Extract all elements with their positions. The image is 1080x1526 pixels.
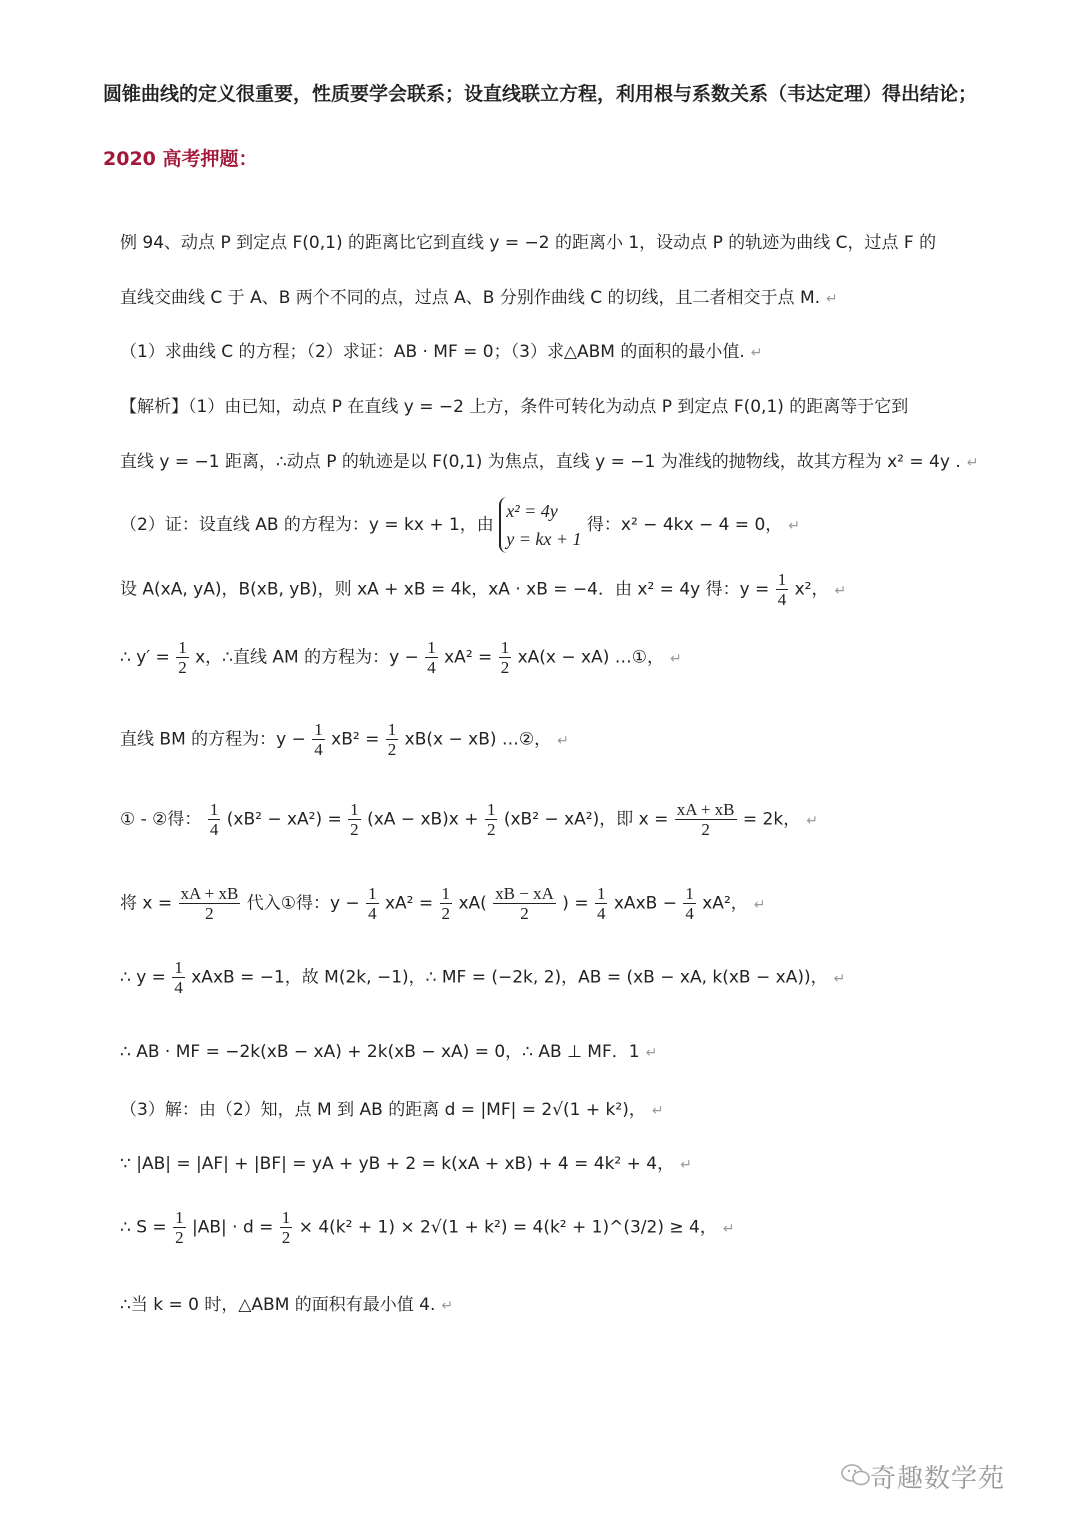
fraction: $\frac{1}{4}$ [427, 638, 436, 677]
fraction: $\frac{1}{4}$ [314, 720, 323, 759]
fraction: $\frac{1}{2}$ [500, 638, 510, 677]
solution-part2-line5: ① - ②得： $\frac{1}{4}$ (xB² − xA²) = $\frac{1}{2}$ (xA − xB)x + $\frac{1}{2}$ (xB² − xA²)，即 x = $\frac{xA + xB}{2}$ = 2k， ↵ [120, 800, 818, 839]
equation-system: x² = 4y y = kx + 1 [499, 497, 581, 553]
fraction: $\frac{xA + xB}{2}$ [180, 884, 239, 923]
solution-part3-line2: ∵ |AB| = |AF| + |BF| = yA + yB + 2 = k(xA + xB) + 4 = 4k² + 4， ↵ [120, 1154, 692, 1174]
intro-heading: 圆锥曲线的定义很重要，性质要学会联系；设直线联立方程，利用根与系数关系（韦达定理）得出结论； [103, 83, 978, 105]
fraction: $\frac{1}{4}$ [685, 884, 694, 923]
fraction: $\frac{1}{4}$ [209, 800, 219, 839]
fraction: $\frac{1}{2}$ [178, 638, 187, 677]
problem-line-2: 直线交曲线 C 于 A、B 两个不同的点，过点 A、B 分别作曲线 C 的切线，且二者相交于点 M. ↵ [120, 288, 838, 308]
solution-part2-line1: （2）证：设直线 AB 的方程为：y = kx + 1，由 x² = 4y y = kx + 1 得：x² − 4kx − 4 = 0， ↵ [120, 497, 800, 553]
solution-part1-line2: 直线 y = −1 距离，∴动点 P 的轨迹是以 F(0,1) 为焦点，直线 y = −1 为准线的抛物线，故其方程为 x² = 4y . ↵ [120, 452, 979, 472]
fraction: $\frac{1}{4}$ [174, 958, 183, 997]
solution-part2-line7: ∴ y = $\frac{1}{4}$ xAxB = −1，故 M(2k, −1)，∴ MF = (−2k, 2)，AB = (xB − xA, k(xB − xA))， ↵ [120, 958, 846, 997]
solution-part2-line4: 直线 BM 的方程为：y − $\frac{1}{4}$ xB² = $\frac{1}{2}$ xB(x − xB) …②， ↵ [120, 720, 569, 759]
problem-questions: （1）求曲线 C 的方程；（2）求证：AB · MF = 0；（3）求△ABM 的面积的最小值. ↵ [120, 342, 763, 362]
solution-part1-line1: 【解析】（1）由已知，动点 P 在直线 y = −2 上方，条件可转化为动点 P 到定点 F(0,1) 的距离等于它到 [120, 397, 909, 417]
fraction: $\frac{xA + xB}{2}$ [676, 800, 735, 839]
fraction: $\frac{1}{2}$ [350, 800, 359, 839]
fraction: $\frac{1}{2}$ [441, 884, 451, 923]
solution-part2-conclusion: ∴ AB · MF = −2k(xB − xA) + 2k(xB − xA) = 0，∴ AB ⊥ MF．1 ↵ [120, 1042, 658, 1062]
solution-part3-line1: （3）解：由（2）知，点 M 到 AB 的距离 d = |MF| = 2√(1 + k²)， ↵ [120, 1100, 664, 1120]
watermark: 奇趣数学苑 [870, 1464, 1006, 1494]
solution-part2-line6: 将 x = $\frac{xA + xB}{2}$ 代入①得：y − $\frac{1}{4}$ xA² = $\frac{1}{2}$ xA( $\frac{xB - xA}{2}$ ) = $\frac{1}{4}$ xAxB − $\frac{1}{4}$ xA²， ↵ [120, 884, 766, 923]
final-answer: ∴当 k = 0 时，△ABM 的面积有最小值 4. ↵ [120, 1295, 454, 1315]
fraction: $\frac{1}{2}$ [175, 1208, 184, 1247]
solution-part2-line2: 设 A(xA, yA)，B(xB, yB)，则 xA + xB = 4k，xA · xB = −4．由 x² = 4y 得：y = $\frac{1}{4}$ x²， ↵ [120, 570, 847, 609]
wechat-icon [840, 1462, 872, 1488]
fraction: $\frac{1}{2}$ [281, 1208, 291, 1247]
fraction: $\frac{1}{2}$ [486, 800, 496, 839]
fraction: $\frac{1}{4}$ [368, 884, 377, 923]
fraction: $\frac{1}{2}$ [387, 720, 397, 759]
exam-title: 2020 高考押题： [103, 148, 258, 170]
fraction: $\frac{1}{4}$ [777, 570, 787, 609]
fraction: $\frac{xB - xA}{2}$ [495, 884, 554, 923]
solution-part3-line3: ∴ S = $\frac{1}{2}$ |AB| · d = $\frac{1}{2}$ × 4(k² + 1) × 2√(1 + k²) = 4(k² + 1)^(3/2) ≥ 4， ↵ [120, 1208, 735, 1247]
problem-line-1: 例 94、动点 P 到定点 F(0,1) 的距离比它到直线 y = −2 的距离小 1，设动点 P 的轨迹为曲线 C，过点 F 的 [120, 233, 937, 253]
solution-part2-line3: ∴ y′ = $\frac{1}{2}$ x，∴直线 AM 的方程为：y − $\frac{1}{4}$ xA² = $\frac{1}{2}$ xA(x − xA) …①， ↵ [120, 638, 682, 677]
fraction: $\frac{1}{4}$ [596, 884, 606, 923]
